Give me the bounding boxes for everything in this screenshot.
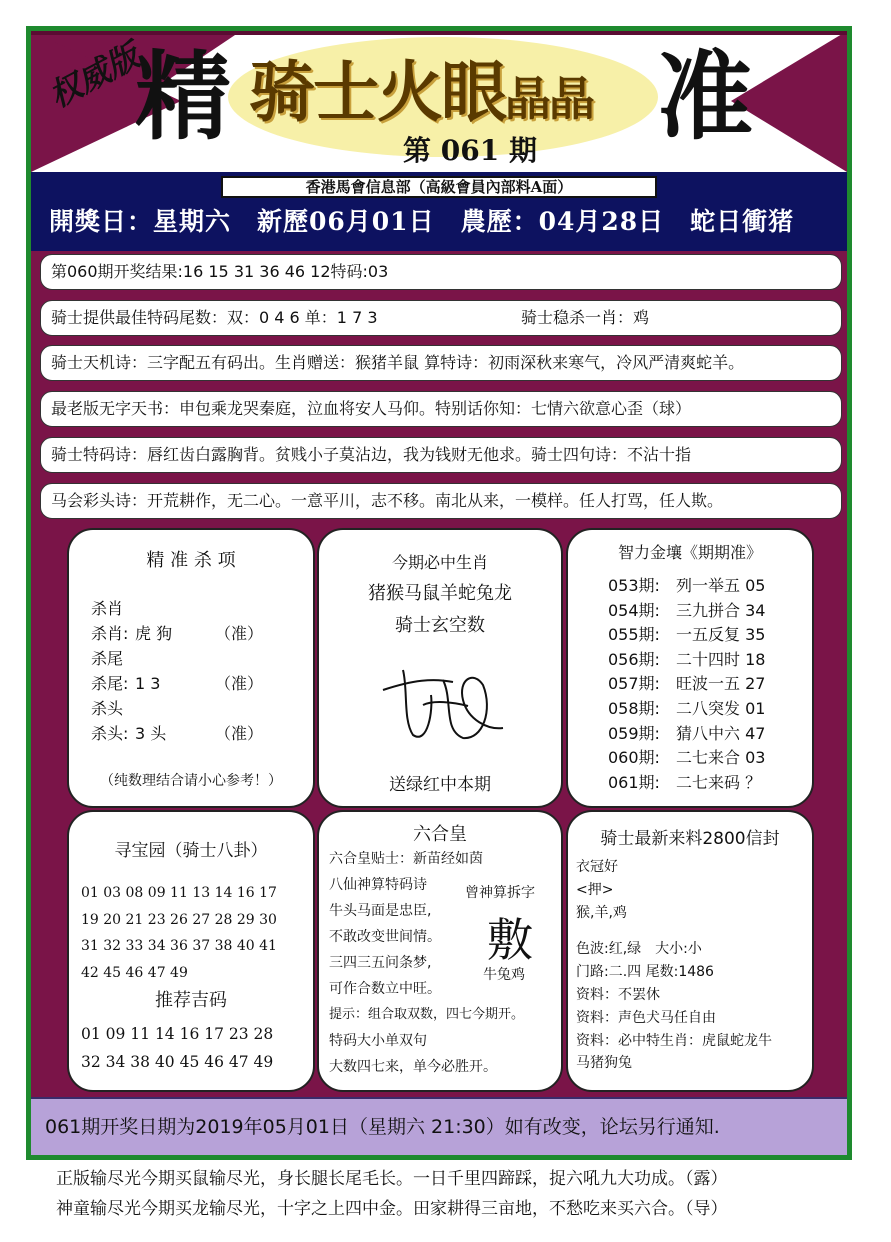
- bottom-poem-2: 神童输尽光今期买龙输尽光，十字之上四中金。田家耕得三亩地，不愁吃来买六合。（导）: [56, 1199, 728, 1219]
- kill-list: [91, 596, 263, 746]
- kill-panel-title: 精 准 杀 项: [146, 550, 236, 571]
- kill-row: 杀尾: [91, 649, 124, 668]
- tail-line-right: 骑士稳杀一肖：鸡: [521, 308, 650, 327]
- edition-tag: 权威版: [42, 36, 146, 116]
- zodiac-animals: 猪猴马鼠羊蛇兔龙: [368, 583, 512, 604]
- signature-scribble: [373, 650, 513, 750]
- poster-frame: [26, 26, 852, 1160]
- kill-row: 杀头: 3 头 （准）: [91, 724, 264, 743]
- kill-row: 杀尾: 1 3 （准）: [91, 674, 264, 693]
- header: [31, 31, 847, 172]
- kill-row: 杀肖: 虎 狗 （准）: [91, 624, 264, 643]
- big-char-right: 准: [657, 40, 753, 153]
- liuhe-side-label: 曾神算拆字: [465, 885, 535, 901]
- wisdom-row: 061期: 二七来码 ？: [608, 772, 762, 792]
- bottom-poem-1: 正版输尽光今期买鼠输尽光，身长腿长尾毛长。一日千里四蹄踩，捉六吼九大功成。（露）: [56, 1169, 728, 1189]
- poem-line-2: 最老版无字天书：申包乘龙哭秦庭，泣血将安人马仰。特别话你知：七情六欲意心歪（球）: [40, 391, 842, 427]
- wisdom-list: [608, 574, 765, 795]
- liuhe-line: 三四三五问条梦,: [329, 955, 432, 971]
- wisdom-row: 059期: 猜八中六 47: [608, 723, 766, 743]
- treasure-panel: [67, 810, 315, 1092]
- wisdom-row: 053期: 列一举五 05: [608, 576, 766, 595]
- poem-line-3: 骑士特码诗：唇红齿白露胸背。贫贱小子莫沾边，我为钱财无他求。骑士四句诗：不沾十指: [40, 437, 842, 473]
- info-bar: [31, 172, 847, 251]
- number-row: 01 09 11 14 16 17 23 28: [81, 1025, 274, 1043]
- liuhe-line: 可作合数立中旺。: [329, 981, 441, 997]
- masthead-title: [249, 53, 593, 131]
- latest-lines: [576, 856, 772, 1075]
- liuhe-line: 大数四七来，单今必胜开。: [329, 1059, 497, 1075]
- poem-line-1: 骑士天机诗：三字配五有码出。生肖赠送：猴猪羊鼠 算特诗：初雨深秋来寒气，冷风严清爽蛇羊。: [40, 345, 842, 381]
- tail-line: [40, 300, 842, 336]
- wisdom-row: 056期: 二十四时 18: [608, 649, 766, 669]
- liuhe-side-foot: 牛兔鸡: [483, 967, 525, 983]
- number-row: 32 34 38 40 45 46 47 49: [81, 1053, 274, 1071]
- tail-line-left: 骑士提供最佳特码尾数：双：0 4 6 单：1 7 3: [51, 308, 378, 327]
- latest-line: 马猪狗兔: [576, 1055, 632, 1072]
- wisdom-panel: [566, 528, 814, 808]
- wisdom-title: 智力金壤《期期准》: [617, 543, 762, 562]
- number-row: 01 03 08 09 11 13 14 16 17: [81, 885, 277, 901]
- draw-date: 開獎日：星期六 新歷06月01日 農歷：04月28日 蛇日衝猪: [49, 207, 795, 236]
- zodiac-panel: [317, 528, 563, 808]
- latest-panel: [566, 810, 814, 1092]
- latest-line: 资料：必中特生肖：虎鼠蛇龙牛: [576, 1032, 772, 1049]
- number-row: 31 32 33 34 36 37 38 40 41: [81, 938, 277, 954]
- zodiac-footer: 送绿红中本期: [389, 775, 491, 795]
- treasure-numbers: [81, 880, 277, 986]
- kill-note: （纯数理结合请小心参考！）: [100, 773, 282, 789]
- info-subtitle: 香港馬會信息部（高級會員內部料A面）: [221, 176, 657, 198]
- masthead-title-main: 骑士火眼: [249, 53, 505, 131]
- zodiac-title: 今期必中生肖: [391, 553, 488, 572]
- latest-title: 骑士最新来料2800信封: [600, 829, 780, 849]
- liuhe-line: 八仙神算特码诗: [329, 877, 427, 893]
- wisdom-row: 060期: 二七来合 03: [608, 748, 766, 768]
- latest-line: 资料：不罢休: [576, 986, 660, 1003]
- zodiac-sub: 骑士玄空数: [395, 615, 485, 636]
- wisdom-row: 055期: 一五反复 35: [608, 625, 766, 645]
- footer-notice: 061期开奖日期为2019年05月01日（星期六 21:30）如有改变，论坛另行通知.: [31, 1097, 847, 1155]
- liuhe-line: 六合皇贴士：新苗经如茵: [329, 851, 483, 867]
- liuhe-line: 提示：组合取双数，四七今期开。: [329, 1007, 525, 1022]
- big-char-left: 精: [135, 40, 231, 153]
- liuhe-line: 特码大小单双句: [329, 1033, 427, 1049]
- result-line: 第060期开奖结果:16 15 31 36 46 12特码:03: [40, 254, 842, 290]
- latest-line: 门路:二.四 尾数:1486: [576, 964, 714, 981]
- liuhe-line: 牛头马面是忠臣,: [329, 903, 432, 919]
- number-row: 19 20 21 23 26 27 28 29 30: [81, 911, 277, 928]
- latest-line: 猴,羊,鸡: [576, 904, 627, 921]
- latest-line: <押>: [576, 881, 614, 898]
- liuhe-big-char: 敷: [487, 913, 533, 967]
- poem-line-4: 马会彩头诗：开荒耕作，无二心。一意平川，志不移。南北从来，一模样。任人打骂，任人欺。: [40, 483, 842, 519]
- lucky-title: 推荐吉码: [155, 990, 227, 1011]
- wisdom-row: 058期: 二八突发 01: [608, 698, 766, 718]
- masthead-title-small: 晶晶: [505, 72, 593, 126]
- liuhe-line: 不敢改变世间情。: [329, 929, 441, 945]
- wisdom-row: 057期: 旺波一五 27: [608, 674, 766, 694]
- lucky-numbers: [81, 1020, 273, 1076]
- latest-line: 资料：声色犬马任自由: [576, 1009, 716, 1026]
- wisdom-row: 054期: 三九拼合 34: [608, 600, 766, 620]
- kill-row: 杀头: [91, 699, 124, 718]
- latest-line: [576, 924, 772, 938]
- kill-row: 杀肖: [91, 599, 124, 618]
- issue-number: 第 061 期: [403, 134, 537, 167]
- liuhe-panel: [317, 810, 563, 1092]
- kill-panel: [67, 528, 315, 808]
- latest-line: 色波:红,绿 大小:小: [576, 941, 702, 958]
- number-row: 42 45 46 47 49: [81, 964, 188, 981]
- latest-line: 衣冠好: [576, 859, 618, 875]
- liuhe-title: 六合皇: [413, 824, 467, 845]
- treasure-title: 寻宝园（骑士八卦）: [114, 841, 268, 861]
